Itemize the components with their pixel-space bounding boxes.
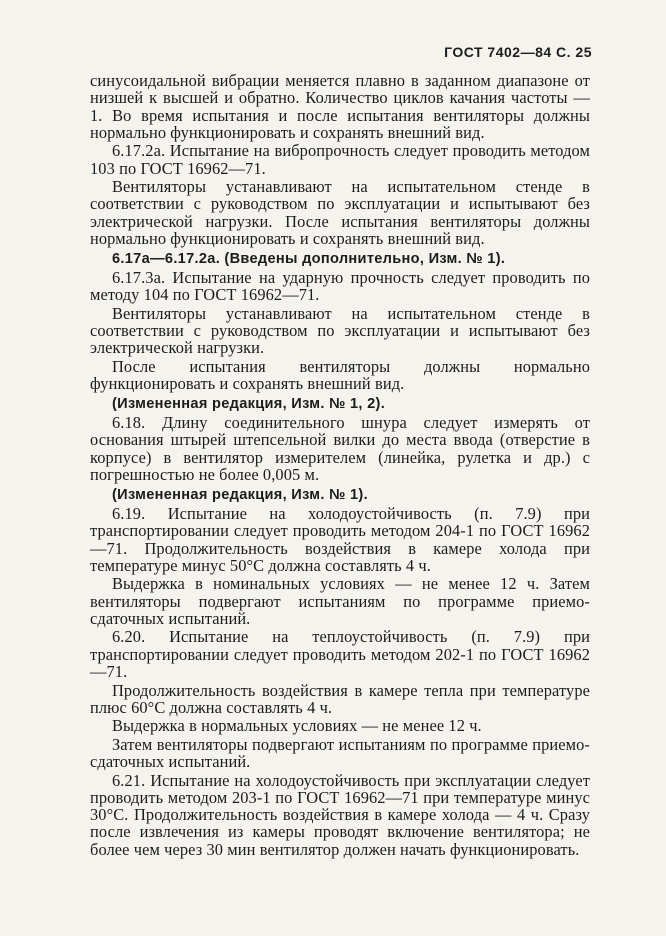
paragraph-6-18: 6.18. Длину соединительного шнура следует измерять от основания штырей штепсельной вилки до места ввода (отверстие в корпусе) в вентилятор измерителем (линейка, рулетка и др.) с погрешностью не более 0,005 м. <box>90 413 590 485</box>
paragraph-amendment-1-2 <box>90 394 590 413</box>
amendment-note: (Измененная редакция, Изм. № 1). <box>112 486 368 503</box>
paragraph-vibration-continued: синусоидальной вибрации меняется плавно в заданном диапазоне от низшей к высшей и обратно. Количество циклов качания частоты — 1. Во время испытания и после испытания вентиляторы должны нормально функционировать и сохранять внешний вид. <box>90 71 590 142</box>
amendment-note: (Измененная редакция, Изм. № 1, 2). <box>112 395 386 412</box>
paragraph-fan-mounting-2: Вентиляторы устанавливают на испытательном стенде в соответствии с руководством по эксплуатации и испытывают без электрической нагрузки. <box>90 303 590 358</box>
paragraph-6-17-2a: 6.17.2а. Испытание на вибропрочность следует проводить методом 103 по ГОСТ 16962—71. <box>90 141 590 178</box>
paragraph-holding-nominal: Выдержка в номинальных условиях — не менее 12 ч. Затем вентиляторы подвергают испытаниям по программе приемо-сдаточных испытаний. <box>90 574 590 628</box>
paragraph-6-20: 6.20. Испытание на теплоустойчивость (п. 7.9) при транспортировании следует проводить методом 202-1 по ГОСТ 16962—71. <box>90 627 590 682</box>
amendment-note: 6.17а—6.17.2а. (Введены дополнительно, Изм. № 1). <box>112 250 506 267</box>
paragraph-6-19: 6.19. Испытание на холодоустойчивость (п. 7.9) при транспортировании следует проводить методом 204-1 по ГОСТ 16962—71. Продолжительность воздействия в камере холода при температуре минус 50°С должна составлять 4 ч. <box>90 504 590 575</box>
paragraph-acceptance-tests: Затем вентиляторы подвергают испытаниям по программе приемо-сдаточных испытаний. <box>90 734 590 772</box>
paragraph-holding-normal: Выдержка в нормальных условиях — не менее 12 ч. <box>112 716 482 736</box>
document-body <box>90 72 590 859</box>
paragraph-amendment-introduced <box>90 249 590 268</box>
paragraph-fan-mounting-1: Вентиляторы устанавливают на испытательном стенде в соответствии с руководством по эксплуатации и испытывают без электрической нагрузки. После испытания вентиляторы должны нормально функционировать и сохранять внешний вид. <box>90 177 590 249</box>
paragraph-heat-duration: Продолжительность воздействия в камере тепла при температуре плюс 60°С должна составлять 4 ч. <box>90 680 590 717</box>
paragraph-amendment-1 <box>90 485 590 504</box>
paragraph-6-17-3a: 6.17.3а. Испытание на ударную прочность следует проводить по методу 104 по ГОСТ 16962—71. <box>90 268 590 305</box>
page-header: ГОСТ 7402—84 С. 25 <box>444 44 592 60</box>
paragraph-6-21: 6.21. Испытание на холодоустойчивость при эксплуатации следует проводить методом 203-1 по ГОСТ 16962—71 при температуре минус 30°С. Продолжительность воздействия в камере холода — 4 ч. Сразу после извлечения из камеры проводят включение вентилятора; не более чем через 30 мин вентилятор должен начать функционировать. <box>90 770 590 859</box>
paragraph-after-test: После испытания вентиляторы должны нормально функционировать и сохранять внешний вид. <box>90 356 590 394</box>
